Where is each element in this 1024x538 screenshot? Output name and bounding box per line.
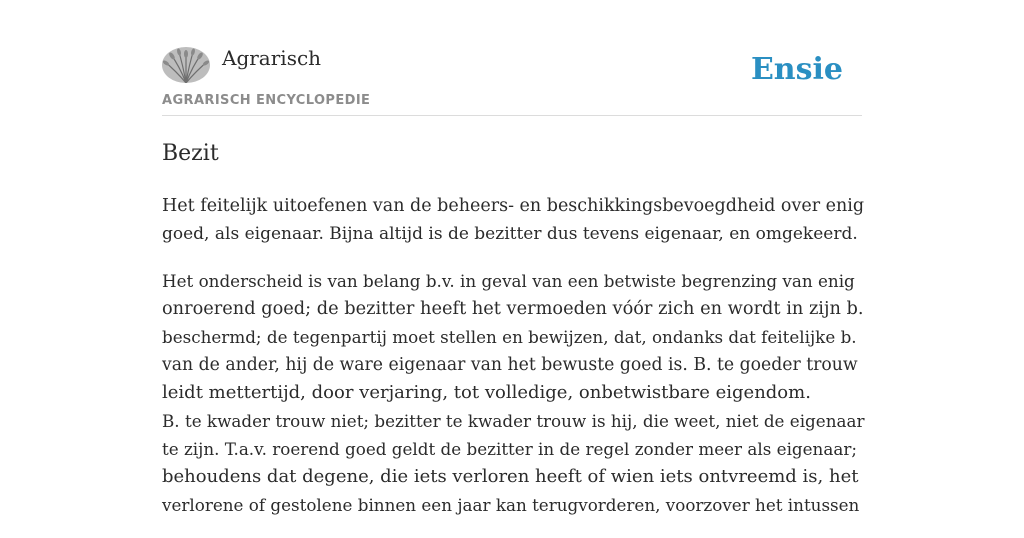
paragraph-line: te zijn. T.a.v. roerend goed geldt de bezitter in de regel zonder meer als eigenaar;	[162, 439, 857, 459]
paragraph-line: leidt mettertijd, door verjaring, tot volledige, onbetwistbare eigendom.	[162, 382, 811, 403]
paragraph-line: verlorene of gestolene binnen een jaar kan terugvorderen, voorzover het intussen	[162, 495, 860, 515]
paragraph-line: onroerend goed; de bezitter heeft het vermoeden vóór zich en wordt in zijn b.	[162, 299, 864, 319]
wheat-icon[interactable]	[162, 47, 210, 83]
paragraph-line: B. te kwader trouw niet; bezitter te kwader trouw is hij, die weet, niet de eigenaar	[162, 411, 865, 431]
brand-logo-link[interactable]: Ensie	[750, 52, 843, 87]
site-subtitle: AGRARISCH ENCYCLOPEDIE	[162, 93, 371, 108]
site-name[interactable]: Agrarisch	[222, 46, 322, 70]
page	[162, 0, 865, 515]
article-body	[162, 192, 864, 538]
paragraph-line: beschermd; de tegenpartij moet stellen en bewijzen, dat, ondanks dat feitelijke b.	[162, 327, 857, 347]
paragraph-line: van de ander, hij de ware eigenaar van het bewuste goed is. B. te goeder trouw	[162, 355, 858, 375]
paragraph-line: goed, als eigenaar. Bijna altijd is de bezitter dus tevens eigenaar, en omgekeerd.	[162, 224, 858, 244]
paragraph	[162, 267, 864, 519]
paragraph-line: behoudens dat degene, die iets verloren heeft of wien iets ontvreemd is, het	[162, 466, 859, 487]
paragraph-line: Het feitelijk uitoefenen van de beheers- en beschikkingsbevoegdheid over enig	[162, 196, 865, 216]
paragraph	[162, 192, 864, 248]
header	[162, 0, 862, 116]
article-title: Bezit	[162, 141, 219, 166]
paragraph-line: Het onderscheid is van belang b.v. in geval van een betwiste begrenzing van enig	[162, 271, 855, 291]
